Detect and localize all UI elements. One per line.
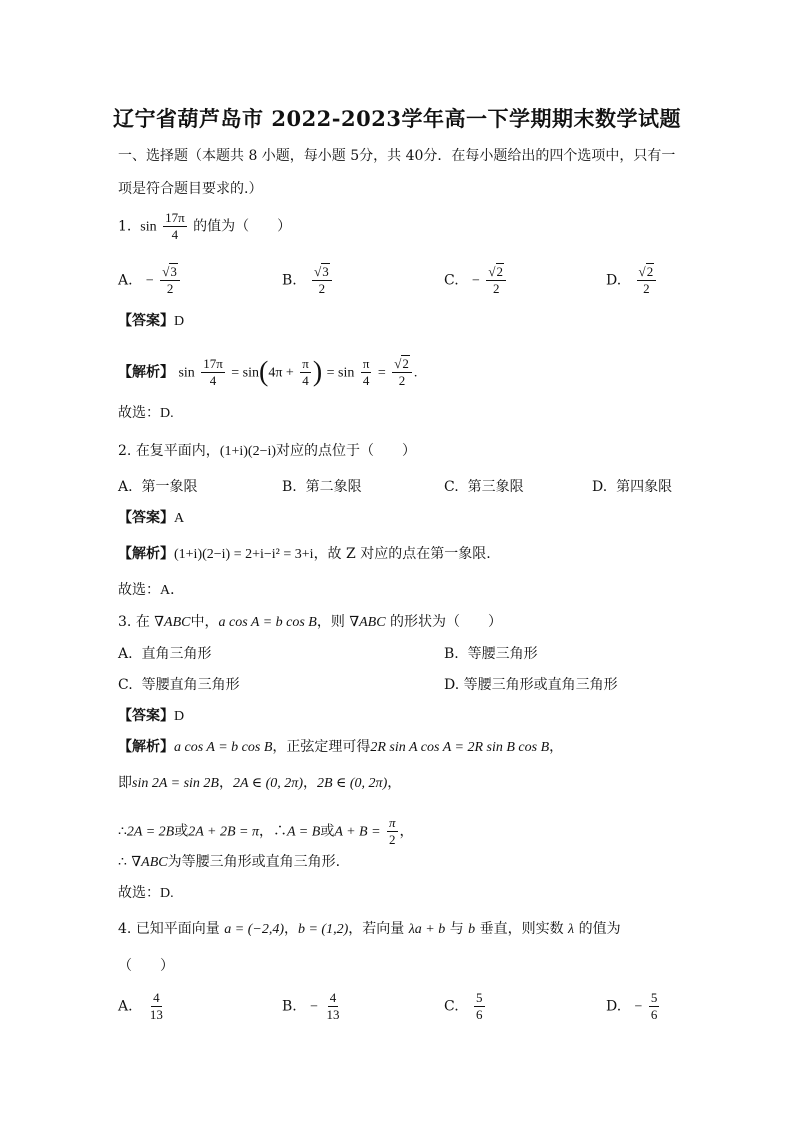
q3-option-a (118, 644, 211, 664)
fraction-denominator: 4 (171, 227, 179, 242)
fraction-numerator: 17π (165, 210, 185, 225)
option-text: 等腰三角形 (467, 646, 538, 662)
question-4-paren: （ ） (118, 958, 174, 974)
q4-option-d (606, 990, 661, 1023)
q1-option-c (444, 264, 508, 297)
fraction (300, 356, 311, 389)
question-suffix: 的形状为（ ） (389, 614, 502, 630)
punctuation: ， (549, 739, 564, 755)
q3-analysis-line2 (118, 773, 401, 794)
analysis-text: ，正弦定理可得 (272, 739, 371, 755)
choose-value: D. (160, 886, 174, 901)
question-text: 与 (449, 921, 464, 937)
option-letter: B. (444, 646, 459, 662)
option-letter: C. (444, 998, 459, 1015)
question-prefix: 在 (135, 614, 150, 630)
q3-option-b (444, 644, 538, 664)
analysis-text: ，∴ (259, 823, 287, 840)
therefore-symbol: ∴ (118, 854, 127, 870)
therefore-symbol: ∴ (118, 823, 127, 840)
sqrt: √2 (488, 264, 504, 279)
fraction (312, 264, 332, 297)
question-2-stem (118, 441, 416, 462)
analysis-text: 或 (320, 823, 335, 840)
sqrt: √2 (394, 356, 409, 371)
fraction (148, 990, 165, 1023)
answer-label: 【答案】 (118, 313, 174, 329)
q4-option-a (118, 990, 167, 1023)
q1-choose (118, 403, 174, 424)
triangle-symbol: ∇ABC (349, 615, 386, 630)
vector-b: b = (1,2) (297, 922, 349, 937)
punctuation: ， (302, 775, 317, 791)
vector-a: a = (−2,4) (224, 922, 284, 937)
expr-part: . (413, 365, 418, 381)
fraction (361, 356, 372, 389)
q3-option-c (118, 675, 240, 695)
fraction-denominator: 6 (476, 1007, 483, 1022)
option-letter: A. (118, 272, 133, 289)
analysis-label: 【解析】 (118, 546, 174, 562)
question-number: 2. (118, 443, 132, 459)
answer-value: A (174, 511, 185, 526)
answer-label: 【答案】 (118, 708, 174, 724)
choose-value: D. (160, 406, 174, 421)
fraction-denominator: 4 (362, 373, 370, 388)
math-expression: 2A = 2B (126, 824, 175, 840)
option-letter: D. (606, 998, 622, 1015)
option-letter: D. (592, 479, 608, 495)
fraction-numerator: 4 (153, 990, 160, 1005)
question-suffix: 的值为 (578, 921, 621, 937)
math-expression: sin 2A = sin 2B (132, 776, 219, 791)
fraction-denominator: 2 (643, 281, 650, 296)
math-expression: (1+i)(2−i) (219, 444, 277, 459)
option-letter: A. (118, 998, 133, 1015)
option-letter: B. (282, 479, 297, 495)
fraction (324, 990, 341, 1023)
punctuation: ， (387, 775, 402, 791)
math-expression: A = B (287, 824, 321, 840)
q4-option-b (282, 990, 343, 1023)
question-text: 垂直，则实数 (479, 921, 564, 937)
fraction (649, 990, 660, 1023)
vector-combination: λa + b (408, 922, 446, 937)
fraction-denominator: 4 (209, 373, 217, 388)
fraction-denominator: 2 (318, 281, 326, 296)
question-4-stem (118, 919, 621, 940)
expr-part: 4π + (268, 365, 294, 381)
fraction-denominator: 2 (492, 281, 500, 296)
option-letter: A. (118, 646, 133, 662)
triangle-symbol: ∇ABC (154, 615, 191, 630)
analysis-label: 【解析】 (118, 739, 174, 755)
fraction-denominator: 4 (302, 373, 309, 388)
math-expression: 2A + 2B = π (188, 824, 259, 840)
q4-option-c (444, 990, 487, 1023)
question-text: ，则 (316, 614, 345, 630)
expr-part: = sin (326, 365, 355, 381)
option-letter: D. (444, 677, 460, 693)
fraction-numerator: 4 (329, 990, 337, 1005)
q3-analysis-line1 (118, 737, 563, 758)
question-text: 中， (190, 614, 219, 630)
q3-analysis-line4 (118, 852, 340, 873)
option-letter: B. (282, 272, 297, 289)
fraction-numerator: π (302, 356, 309, 371)
q1-analysis: 【解析】 sin $\frac{17\pi}{4}$ = sin(4π + $\frac{\pi}{4}$ ) = sin $\frac{\pi}{4}$ = $\frac{√2}{2}$ . (118, 356, 418, 388)
option-text: 第一象限 (141, 479, 198, 495)
section-intro-line1: 一、选择题（本题共 8 小题，每小题 5分，共 40分．在每小题给出的四个选项中，只有一 (118, 148, 676, 164)
option-text: 第二象限 (305, 479, 362, 495)
choose-label: 故选： (118, 405, 160, 421)
option-letter: B. (282, 998, 297, 1015)
radicand: 3 (322, 264, 329, 279)
q2-option-d (592, 477, 672, 497)
math-expression: 2R sin A cos A = 2R sin B cos B (370, 740, 550, 755)
q3-answer (118, 706, 184, 727)
option-letter: C. (444, 272, 459, 289)
question-suffix: 对应的点位于（ ） (276, 443, 417, 459)
question-prefix: 已知平面向量 (135, 921, 220, 937)
triangle-symbol: ∇ABC (131, 855, 168, 870)
question-1-stem (118, 210, 291, 243)
option-letter: D. (606, 272, 622, 289)
math-expression: (1+i)(2−i) = 2+i−i² = 3+i (174, 547, 314, 562)
math-expression: 2B ∈ (0, 2π) (316, 776, 388, 791)
analysis-text: ，故 Z 对应的点在第一象限. (313, 546, 491, 562)
expr-part: = sin (231, 365, 260, 381)
sqrt: √3 (314, 264, 329, 279)
radicand: 2 (496, 264, 504, 279)
answer-value: D (174, 709, 185, 724)
q2-choose (118, 580, 184, 601)
fraction (474, 990, 485, 1023)
question-number: 4. (118, 921, 132, 937)
punctuation: ， (283, 921, 298, 937)
q3-choose (118, 883, 174, 904)
punctuation: ， (218, 775, 233, 791)
option-letter: C. (118, 677, 133, 693)
fraction (163, 210, 187, 243)
q1-answer (118, 311, 184, 332)
q2-option-a (118, 477, 197, 497)
radicand: 2 (402, 356, 409, 371)
q2-option-b (282, 477, 362, 497)
q3-analysis-line3 (118, 815, 414, 848)
question-3-stem (118, 612, 502, 633)
fraction-denominator: 2 (389, 832, 396, 847)
minus-sign: − (472, 273, 480, 289)
sqrt: √3 (162, 264, 177, 279)
sin-label: sin (140, 219, 157, 235)
option-letter: A. (118, 479, 133, 495)
fraction-numerator: 17π (203, 356, 223, 371)
math-expression: a cos A = b cos B (174, 740, 273, 755)
choose-label: 故选： (118, 582, 160, 598)
fraction-numerator: π (362, 356, 370, 371)
fraction (392, 356, 412, 389)
fraction-numerator: 5 (650, 990, 658, 1005)
fraction-denominator: 6 (650, 1007, 658, 1022)
sqrt: √2 (638, 264, 654, 279)
punctuation: ， (399, 823, 414, 840)
fraction-numerator: 5 (476, 990, 483, 1005)
choose-value: A． (160, 583, 185, 598)
fraction (637, 264, 657, 297)
fraction (201, 356, 225, 389)
choose-label: 故选： (118, 885, 160, 901)
math-expression: a cos A = b cos B (218, 615, 317, 630)
q2-answer (118, 508, 184, 529)
question-text: ，若向量 (348, 921, 405, 937)
minus-sign: − (634, 999, 643, 1015)
q2-option-c (444, 477, 524, 497)
expr-part: sin (178, 365, 195, 381)
fraction-denominator: 2 (166, 281, 174, 296)
answer-label: 【答案】 (118, 510, 174, 526)
question-number: 1. (118, 218, 132, 235)
minus-sign: − (145, 273, 154, 289)
math-expression: A + B = (334, 824, 381, 840)
analysis-text: 为等腰三角形或直角三角形. (167, 854, 341, 870)
radicand: 3 (170, 264, 177, 279)
math-expression: 2A ∈ (0, 2π) (232, 776, 303, 791)
option-text: 直角三角形 (141, 646, 212, 662)
lambda-symbol: λ (568, 922, 575, 937)
fraction (486, 264, 506, 297)
option-text: 第四象限 (616, 479, 673, 495)
analysis-text: 即 (118, 775, 132, 791)
question-suffix: 的值为（ ） (193, 218, 292, 235)
option-text: 等腰三角形或直角三角形 (463, 677, 618, 693)
q3-option-d (444, 675, 618, 695)
answer-value: D (174, 314, 185, 329)
question-prefix: 在复平面内， (135, 443, 220, 459)
q1-option-b (282, 264, 334, 297)
q2-analysis (118, 544, 491, 565)
fraction-numerator: π (389, 815, 396, 830)
radicand: 2 (646, 264, 654, 279)
analysis-label: 【解析】 (118, 364, 174, 381)
option-text: 第三象限 (467, 479, 524, 495)
fraction (160, 264, 180, 297)
q1-option-a (118, 264, 182, 297)
option-text: 等腰直角三角形 (141, 677, 240, 693)
minus-sign: − (310, 999, 319, 1015)
expr-part: = (377, 365, 386, 381)
fraction-denominator: 2 (398, 373, 406, 388)
fraction-denominator: 13 (149, 1007, 163, 1022)
option-letter: C. (444, 479, 459, 495)
analysis-text: 或 (174, 823, 189, 840)
fraction (387, 815, 398, 848)
page-title: 辽宁省葫芦岛市 2022-2023学年高一下学期期末数学试题 (113, 106, 681, 131)
vector-b: b (468, 922, 476, 937)
fraction-denominator: 13 (326, 1007, 340, 1022)
q1-option-d (606, 264, 658, 297)
question-number: 3. (118, 614, 132, 630)
section-intro-line2: 项是符合题目要求的.） (118, 181, 263, 197)
